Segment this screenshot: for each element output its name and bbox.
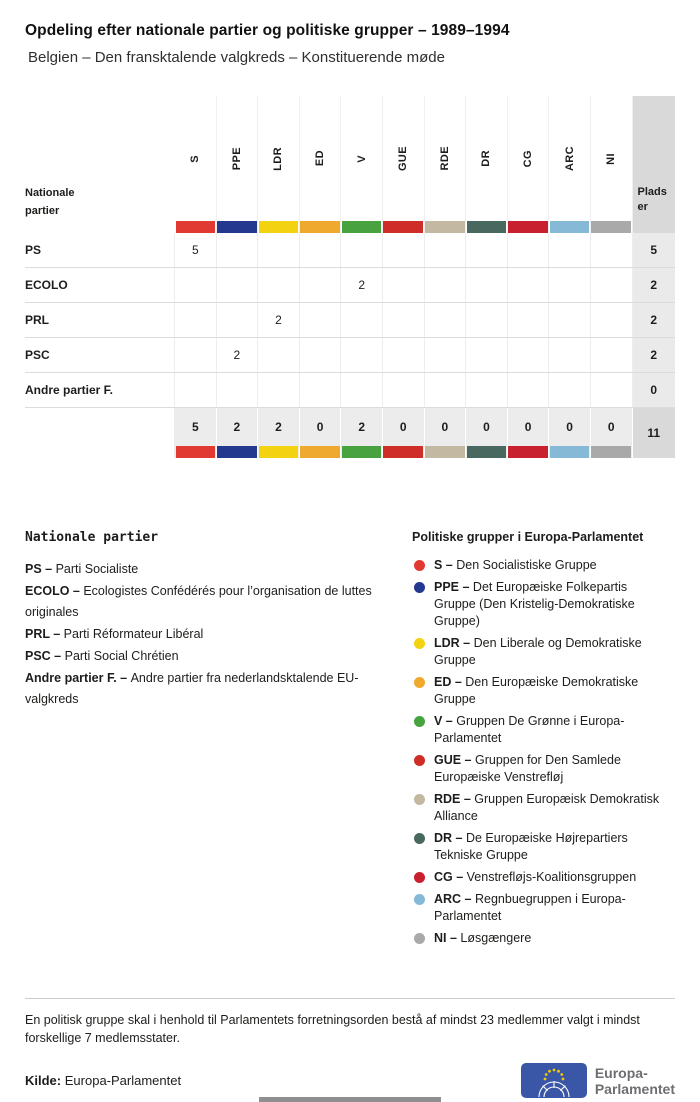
column-color-bar bbox=[300, 446, 340, 458]
ep-logo bbox=[521, 1063, 675, 1098]
group-total-value: 0 bbox=[441, 420, 449, 434]
national-parties-list bbox=[25, 559, 390, 710]
party-code: PRL – bbox=[25, 627, 64, 641]
group-color-dot bbox=[414, 560, 425, 571]
seat-cell bbox=[300, 338, 342, 372]
group-total-value: 2 bbox=[275, 420, 282, 434]
column-color-bar bbox=[217, 221, 257, 233]
seat-cell bbox=[549, 233, 591, 267]
group-color-dot bbox=[414, 933, 425, 944]
seat-cell bbox=[466, 338, 508, 372]
column-header-s bbox=[175, 96, 217, 233]
seat-cell bbox=[175, 373, 217, 407]
group-total-cell bbox=[591, 408, 633, 458]
group-color-dot bbox=[414, 638, 425, 649]
seat-cell bbox=[508, 303, 550, 337]
group-legend-text: S – Den Socialistiske Gruppe bbox=[434, 558, 597, 572]
party-total: 2 bbox=[633, 268, 675, 302]
seat-cell: 2 bbox=[258, 303, 300, 337]
column-header-v bbox=[341, 96, 383, 233]
group-legend-item bbox=[412, 869, 672, 886]
column-color-bar bbox=[425, 221, 465, 233]
seat-cell bbox=[591, 303, 633, 337]
seat-cell bbox=[549, 373, 591, 407]
party-name: ECOLO bbox=[25, 268, 175, 302]
seats-column-label: Pladser bbox=[637, 186, 667, 213]
seat-cell bbox=[175, 303, 217, 337]
seat-cell bbox=[383, 268, 425, 302]
group-code: S – bbox=[434, 558, 457, 572]
column-header-label-wrap bbox=[383, 96, 424, 221]
seat-cell bbox=[549, 268, 591, 302]
group-legend-text: RDE – Gruppen Europæisk Demokratisk Alliance bbox=[434, 792, 660, 823]
party-legend-item: ECOLO – Ecologistes Confédérés pour l’organisation de luttes originales bbox=[25, 584, 372, 619]
national-parties-legend bbox=[25, 530, 390, 952]
group-code: CG – bbox=[434, 870, 467, 884]
column-header-label-wrap bbox=[341, 96, 382, 221]
group-legend-text: PPE – Det Europæiske Folkepartis Gruppe (Den Kristelig-Demokratiske Gruppe) bbox=[434, 580, 635, 628]
group-legend-text: ARC – Regnbuegruppen i Europa-Parlamentet bbox=[434, 892, 626, 923]
page-subtitle: Belgien – Den fransktalende valgkreds – Konstituerende møde bbox=[28, 49, 445, 66]
political-groups-heading: Politiske grupper i Europa-Parlamentet bbox=[412, 530, 644, 544]
seat-cell bbox=[175, 268, 217, 302]
seat-cell: 2 bbox=[217, 338, 259, 372]
column-header-label-wrap bbox=[425, 96, 466, 221]
party-total: 2 bbox=[633, 303, 675, 337]
column-color-bar bbox=[508, 221, 548, 233]
seat-cell bbox=[217, 233, 259, 267]
column-header-ed bbox=[300, 96, 342, 233]
column-color-bar bbox=[259, 446, 299, 458]
group-code: PPE – bbox=[434, 580, 473, 594]
group-total-cell bbox=[383, 408, 425, 458]
group-code: GUE – bbox=[434, 753, 475, 767]
column-header-label: CG bbox=[522, 149, 535, 168]
party-name: PRL bbox=[25, 303, 175, 337]
group-color-dot bbox=[414, 894, 425, 905]
seat-cell bbox=[466, 233, 508, 267]
group-total-value: 0 bbox=[316, 420, 324, 434]
seat-cell: 5 bbox=[175, 233, 217, 267]
column-color-bar bbox=[550, 446, 590, 458]
ep-logo-text bbox=[595, 1065, 675, 1097]
group-total-cell bbox=[217, 408, 259, 458]
column-header-label: LDR bbox=[272, 146, 285, 171]
column-header-label-wrap bbox=[549, 96, 590, 221]
group-legend-text: CG – Venstrefløjs-Koalitionsgruppen bbox=[434, 870, 637, 884]
column-header-ni bbox=[591, 96, 633, 233]
column-color-bar bbox=[383, 446, 423, 458]
party-code: PS – bbox=[25, 562, 56, 576]
party-total: 2 bbox=[633, 338, 675, 372]
group-legend-text: V – Gruppen De Grønne i Europa-Parlamentet bbox=[434, 714, 625, 745]
group-legend-item bbox=[412, 713, 672, 747]
group-legend-text: GUE – Gruppen for Den Samlede Europæiske Venstrefløj bbox=[434, 753, 621, 784]
group-legend-item bbox=[412, 579, 672, 630]
group-code: ARC – bbox=[434, 892, 475, 906]
group-code: ED – bbox=[434, 675, 466, 689]
seat-cell bbox=[508, 233, 550, 267]
seat-cell bbox=[383, 338, 425, 372]
column-header-dr bbox=[466, 96, 508, 233]
group-legend-item bbox=[412, 791, 672, 825]
column-color-bar bbox=[550, 221, 590, 233]
column-color-bar bbox=[342, 446, 382, 458]
seat-cell bbox=[217, 303, 259, 337]
party-total: 0 bbox=[633, 373, 675, 407]
column-color-bar bbox=[217, 446, 257, 458]
group-legend-item bbox=[412, 674, 672, 708]
group-color-dot bbox=[414, 872, 425, 883]
party-name: PSC bbox=[25, 338, 175, 372]
seat-cell bbox=[341, 233, 383, 267]
column-color-bar bbox=[176, 446, 216, 458]
column-header-label-wrap bbox=[217, 96, 258, 221]
group-color-dot bbox=[414, 794, 425, 805]
column-color-bar bbox=[342, 221, 382, 233]
group-legend-item bbox=[412, 752, 672, 786]
group-legend-text: ED – Den Europæiske Demokratiske Gruppe bbox=[434, 675, 639, 706]
column-header-label: S bbox=[189, 154, 202, 163]
seat-cell bbox=[466, 303, 508, 337]
seat-cell bbox=[300, 233, 342, 267]
group-total-cell bbox=[175, 408, 217, 458]
seat-cell bbox=[258, 373, 300, 407]
table-row bbox=[25, 233, 675, 268]
group-total-cell bbox=[425, 408, 467, 458]
group-code: RDE – bbox=[434, 792, 475, 806]
seat-cell bbox=[217, 373, 259, 407]
group-color-dot bbox=[414, 716, 425, 727]
totals-empty-cell bbox=[25, 408, 175, 458]
group-total-cell bbox=[341, 408, 383, 458]
group-total-value: 0 bbox=[399, 420, 407, 434]
bottom-handle bbox=[259, 1097, 441, 1102]
seat-cell bbox=[341, 338, 383, 372]
footnote: En politisk gruppe skal i henhold til Parlamentets forretningsorden bestå af mindst 23 medlemmer valgt i mindst forskellige 7 medlemsstater. bbox=[25, 1013, 640, 1045]
column-header-label-wrap bbox=[175, 96, 216, 221]
seat-cell bbox=[425, 373, 467, 407]
group-code: V – bbox=[434, 714, 457, 728]
column-color-bar bbox=[467, 446, 507, 458]
ep-logo-line1: Europa- bbox=[594, 1064, 648, 1081]
column-color-bar bbox=[467, 221, 507, 233]
page-title: Opdeling efter nationale partier og politiske grupper – 1989–1994 bbox=[25, 22, 510, 39]
group-legend-text: LDR – Den Liberale og Demokratiske Gruppe bbox=[434, 636, 642, 667]
party-name: Andre partier F. bbox=[25, 373, 175, 407]
legends bbox=[25, 530, 675, 952]
political-groups-list bbox=[412, 557, 672, 947]
seat-cell bbox=[383, 373, 425, 407]
column-header-cg bbox=[508, 96, 550, 233]
national-parties-heading: Nationale partier bbox=[25, 530, 159, 545]
group-total-value: 2 bbox=[358, 420, 366, 434]
seat-cell bbox=[217, 268, 259, 302]
seat-cell bbox=[508, 338, 550, 372]
source-value: Europa-Parlamentet bbox=[64, 1073, 182, 1088]
column-header-label-wrap bbox=[258, 96, 299, 221]
political-groups-legend bbox=[412, 530, 672, 952]
seat-cell bbox=[341, 373, 383, 407]
group-total-value: 0 bbox=[566, 420, 573, 434]
source bbox=[25, 1073, 181, 1088]
column-color-bar bbox=[383, 221, 423, 233]
group-total-value: 2 bbox=[233, 420, 241, 434]
group-total-cell bbox=[549, 408, 591, 458]
group-total-value: 5 bbox=[191, 420, 199, 434]
source-label: Kilde: bbox=[25, 1073, 62, 1088]
column-header-label: PPE bbox=[230, 146, 243, 171]
column-header-rde bbox=[425, 96, 467, 233]
group-color-dot bbox=[414, 582, 425, 593]
footer bbox=[25, 1063, 675, 1098]
seat-cell bbox=[466, 373, 508, 407]
group-code: NI – bbox=[434, 931, 461, 945]
table-totals-row bbox=[25, 408, 675, 458]
table-row bbox=[25, 373, 675, 408]
seat-cell bbox=[508, 373, 550, 407]
column-header-label: ED bbox=[314, 150, 327, 167]
seat-cell bbox=[549, 303, 591, 337]
group-total-value: 0 bbox=[607, 420, 615, 434]
seat-cell bbox=[549, 338, 591, 372]
seat-cell: 2 bbox=[341, 268, 383, 302]
group-legend-text: NI – Løsgængere bbox=[434, 931, 532, 945]
group-total-value: 0 bbox=[524, 420, 532, 434]
group-total-value: 0 bbox=[483, 420, 490, 434]
party-name: PS bbox=[25, 233, 175, 267]
party-total: 5 bbox=[633, 233, 675, 267]
column-header-label: RDE bbox=[438, 146, 451, 171]
group-legend-text: DR – De Europæiske Højrepartiers Tekniske Gruppe bbox=[434, 831, 628, 862]
group-legend-item bbox=[412, 830, 672, 864]
party-code: Andre partier F. – bbox=[25, 671, 131, 685]
seat-cell bbox=[383, 233, 425, 267]
group-legend-item bbox=[412, 930, 672, 947]
seat-cell bbox=[425, 268, 467, 302]
party-legend-item: PS – Parti Socialiste bbox=[25, 562, 139, 576]
column-header-label-wrap bbox=[591, 96, 632, 221]
column-header-label: DR bbox=[480, 150, 493, 167]
column-color-bar bbox=[259, 221, 299, 233]
seat-cell bbox=[300, 268, 342, 302]
group-total-cell bbox=[508, 408, 550, 458]
party-legend-item: PSC – Parti Social Chrétien bbox=[25, 649, 179, 663]
table-row bbox=[25, 338, 675, 373]
seat-cell bbox=[341, 303, 383, 337]
grand-total: 11 bbox=[633, 408, 675, 458]
column-header-label-wrap bbox=[508, 96, 549, 221]
group-color-dot bbox=[414, 833, 425, 844]
group-total-cell bbox=[466, 408, 508, 458]
column-header-label: NI bbox=[605, 152, 618, 165]
column-header-label: GUE bbox=[397, 145, 410, 172]
divider bbox=[25, 998, 675, 999]
seat-cell bbox=[258, 268, 300, 302]
party-legend-item: Andre partier F. – Andre partier fra nederlandsktalende EU-valgkreds bbox=[25, 671, 359, 706]
seat-cell bbox=[508, 268, 550, 302]
ep-logo-line2: Parlamentet bbox=[594, 1080, 675, 1097]
group-total-cell bbox=[258, 408, 300, 458]
column-header-ppe bbox=[217, 96, 259, 233]
group-color-dot bbox=[414, 755, 425, 766]
group-legend-item bbox=[412, 891, 672, 925]
seats-column-header bbox=[633, 96, 675, 233]
group-code: LDR – bbox=[434, 636, 474, 650]
party-legend-item: PRL – Parti Réformateur Libéral bbox=[25, 627, 204, 641]
seat-cell bbox=[425, 303, 467, 337]
table-row bbox=[25, 303, 675, 338]
group-legend-item bbox=[412, 557, 672, 574]
column-header-ldr bbox=[258, 96, 300, 233]
seat-cell bbox=[300, 303, 342, 337]
ep-logo-icon bbox=[521, 1063, 587, 1098]
group-color-dot bbox=[414, 677, 425, 688]
seat-cell bbox=[425, 233, 467, 267]
seats-table bbox=[25, 96, 675, 458]
seat-cell bbox=[383, 303, 425, 337]
seat-cell bbox=[591, 233, 633, 267]
column-header-arc bbox=[549, 96, 591, 233]
table-row bbox=[25, 268, 675, 303]
column-header-label: V bbox=[355, 154, 368, 163]
column-header-label-wrap bbox=[466, 96, 507, 221]
column-color-bar bbox=[300, 221, 340, 233]
group-code: DR – bbox=[434, 831, 466, 845]
seat-cell bbox=[591, 268, 633, 302]
column-color-bar bbox=[176, 221, 216, 233]
seat-cell bbox=[300, 373, 342, 407]
group-total-cell bbox=[300, 408, 342, 458]
column-color-bar bbox=[508, 446, 548, 458]
seat-cell bbox=[258, 338, 300, 372]
seat-cell bbox=[466, 268, 508, 302]
column-color-bar bbox=[425, 446, 465, 458]
party-code: PSC – bbox=[25, 649, 65, 663]
group-legend-item bbox=[412, 635, 672, 669]
seat-cell bbox=[258, 233, 300, 267]
column-header-label-wrap bbox=[300, 96, 341, 221]
seat-cell bbox=[175, 338, 217, 372]
column-color-bar bbox=[591, 446, 631, 458]
seat-cell bbox=[425, 338, 467, 372]
column-header-label: ARC bbox=[563, 145, 576, 172]
column-header-gue bbox=[383, 96, 425, 233]
table-corner-label: Nationale partier bbox=[25, 187, 75, 217]
seat-cell bbox=[591, 373, 633, 407]
table-corner-cell bbox=[25, 96, 175, 233]
table-header-row bbox=[25, 96, 675, 233]
party-code: ECOLO – bbox=[25, 584, 84, 598]
seat-cell bbox=[591, 338, 633, 372]
column-color-bar bbox=[591, 221, 631, 233]
